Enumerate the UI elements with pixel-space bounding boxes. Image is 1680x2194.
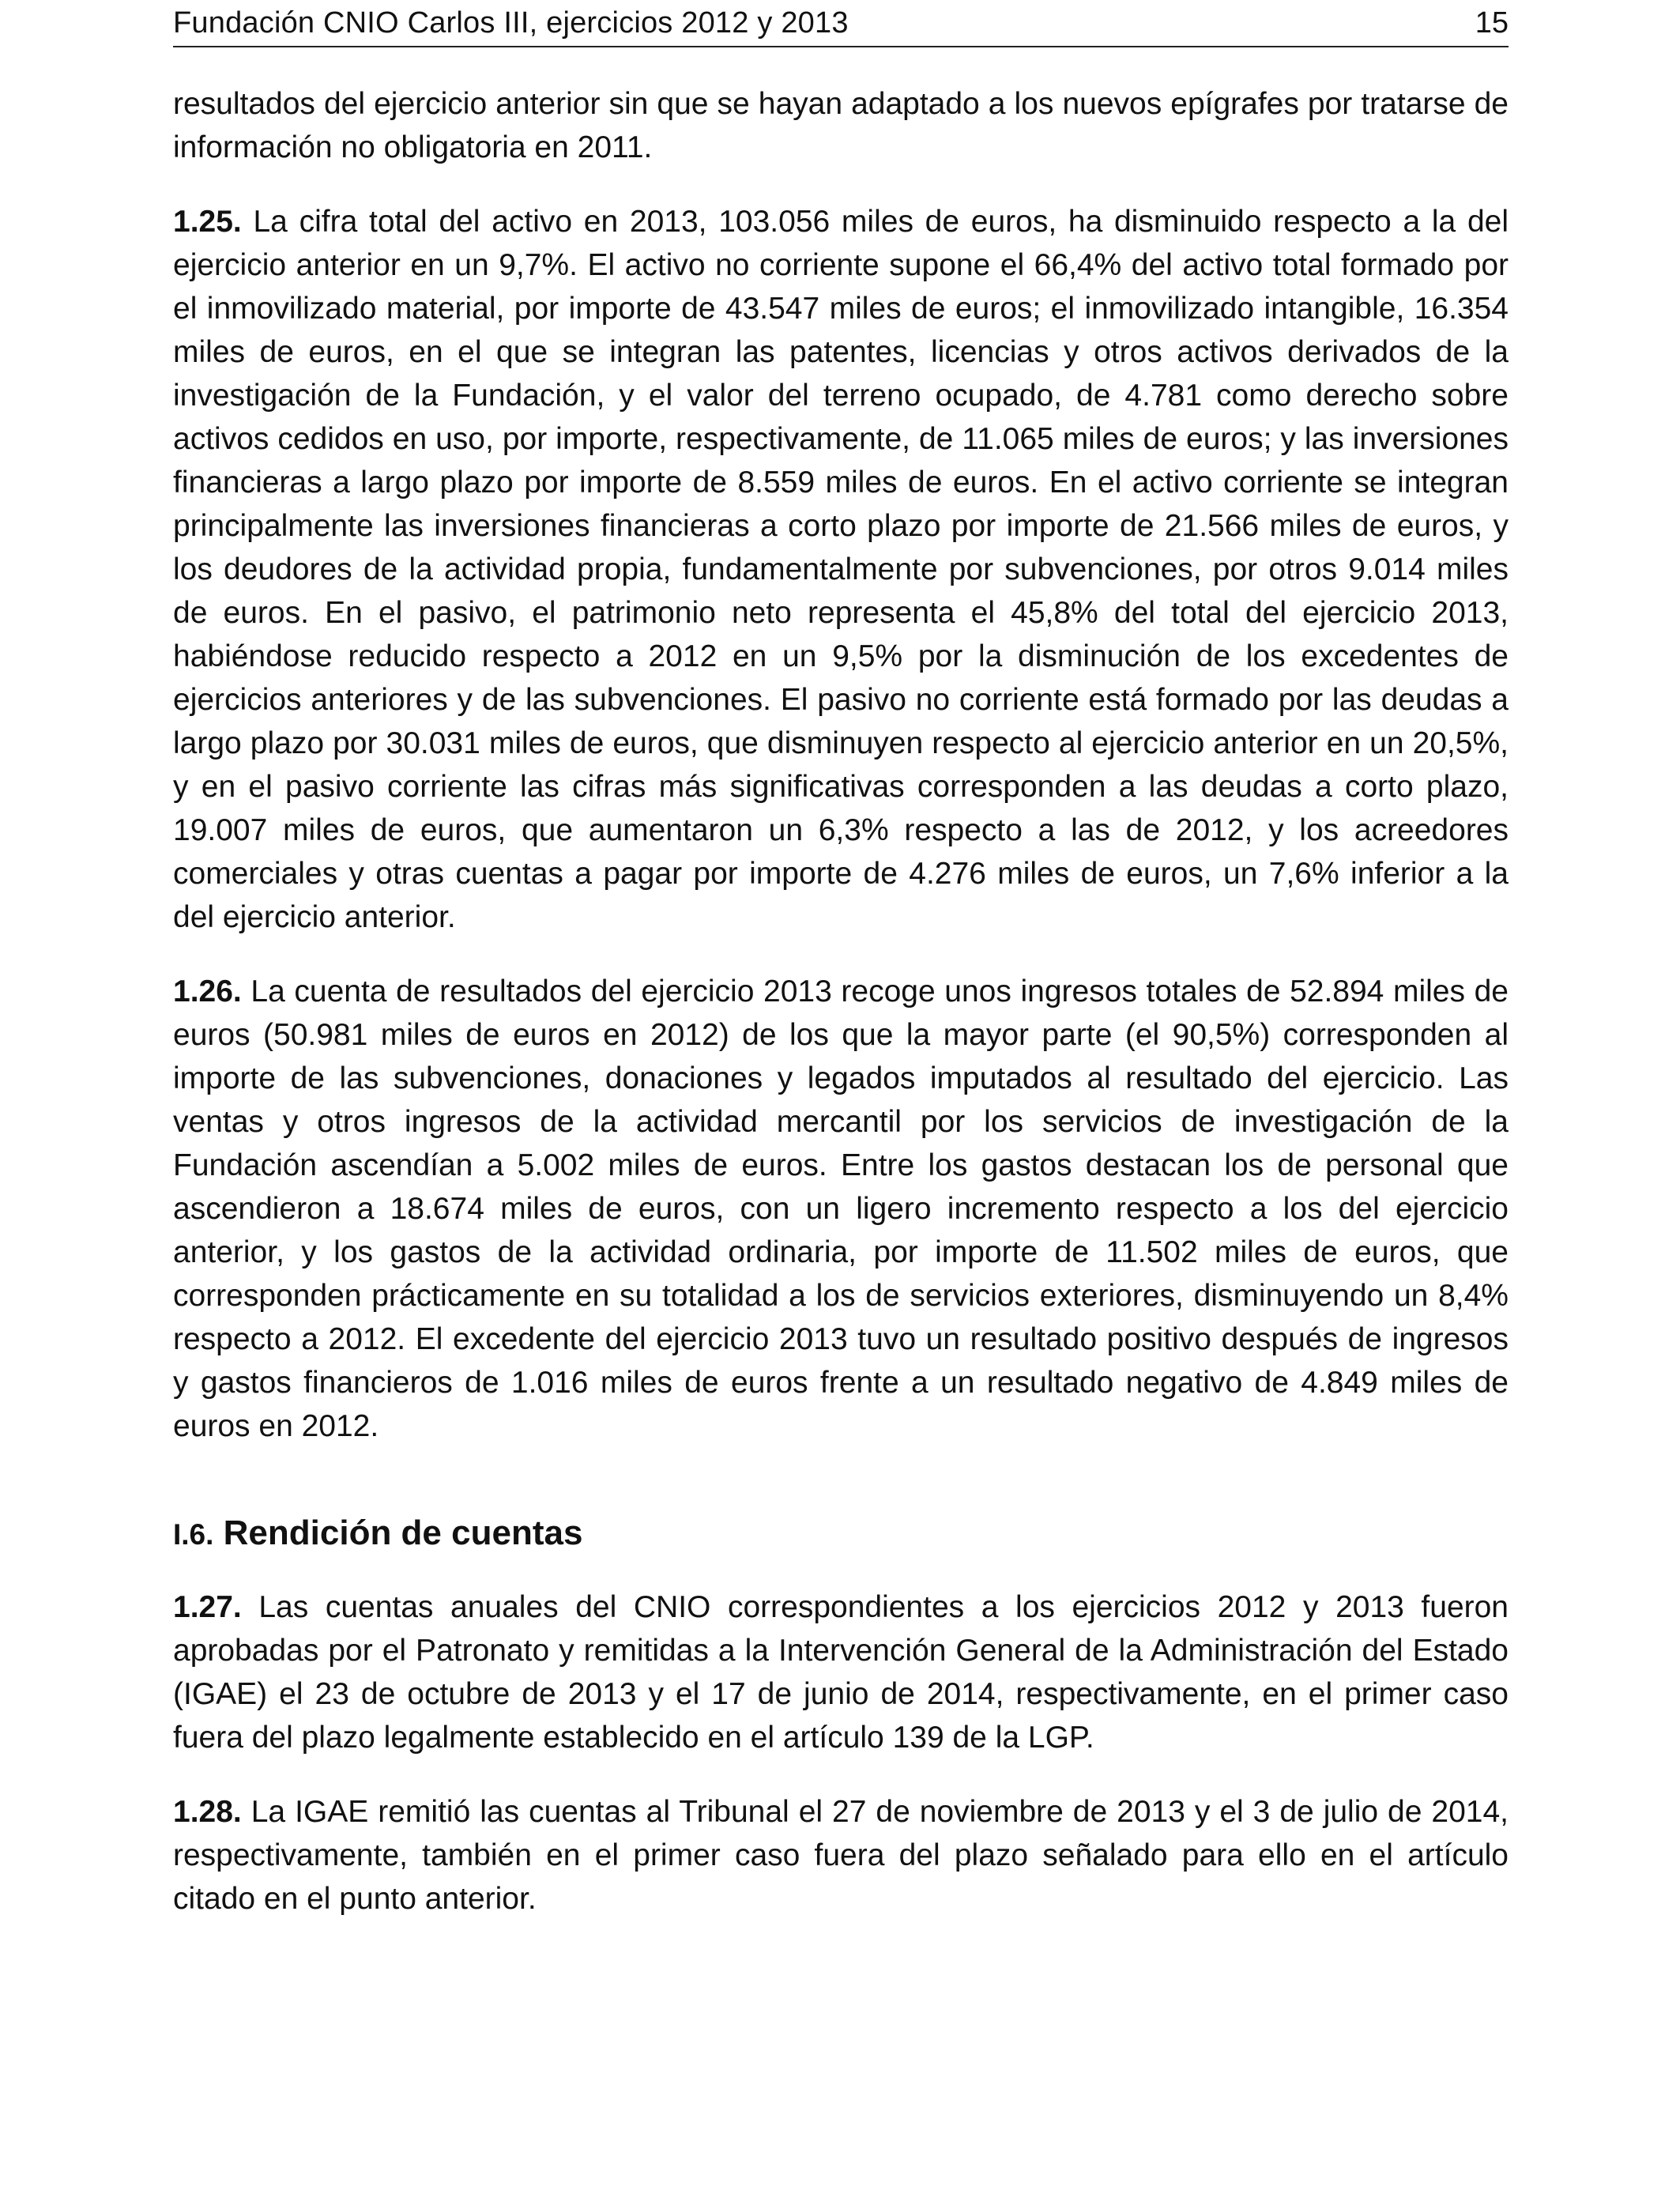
running-header (173, 3, 1509, 47)
page-number: 15 (1475, 6, 1509, 40)
paragraph-text: resultados del ejercicio anterior sin que se hayan adaptado a los nuevos epígrafes por tratarse de información no obligatoria en 2011. (173, 87, 1509, 164)
paragraph-number: 1.26. (173, 974, 242, 1008)
paragraph-1-27 (173, 1585, 1509, 1759)
header-title: Fundación CNIO Carlos III, ejercicios 2012 y 2013 (173, 6, 849, 40)
paragraph-text: La cuenta de resultados del ejercicio 2013 recoge unos ingresos totales de 52.894 miles de euros (50.981 miles de euros en 2012) de los que la mayor parte (el 90,5%) corresponden al importe de las subvenciones, donaciones y legados imputados al resultado del ejercicio. Las ventas y otros ingresos de la actividad mercantil por los servicios de investigación de la Fundación ascendían a 5.002 miles de euros. Entre los gastos destacan los de personal que ascendieron a 18.674 miles de euros, con un ligero incremento respecto a los del ejercicio anterior, y los gastos de la actividad ordinaria, por importe de 11.502 miles de euros, que corresponden prácticamente en su totalidad a los de servicios exteriores, disminuyendo un 8,4% respecto a 2012. El excedente del ejercicio 2013 tuvo un resultado positivo después de ingresos y gastos financieros de 1.016 miles de euros frente a un resultado negativo de 4.849 miles de euros en 2012. (173, 974, 1509, 1443)
section-heading (173, 1510, 1509, 1559)
paragraph-1-26 (173, 970, 1509, 1448)
paragraph-1-25 (173, 200, 1509, 939)
paragraph-number: 1.27. (173, 1590, 242, 1624)
document-page (173, 0, 1509, 1921)
paragraph-text: Las cuentas anuales del CNIO correspondientes a los ejercicios 2012 y 2013 fueron aprobadas por el Patronato y remitidas a la Intervención General de la Administración del Estado (IGAE) el 23 de octubre de 2013 y el 17 de junio de 2014, respectivamente, en el primer caso fuera del plazo legalmente establecido en el artículo 139 de la LGP. (173, 1590, 1509, 1755)
paragraph-text: La IGAE remitió las cuentas al Tribunal el 27 de noviembre de 2013 y el 3 de julio de 2014, respectivamente, también en el primer caso fuera del plazo señalado para ello en el artículo citado en el punto anterior. (173, 1795, 1509, 1916)
section-number: I.6. (173, 1518, 214, 1551)
paragraph-continuation (173, 82, 1509, 169)
section-title: Rendición de cuentas (223, 1514, 583, 1552)
paragraph-text: La cifra total del activo en 2013, 103.056 miles de euros, ha disminuido respecto a la del ejercicio anterior en un 9,7%. El activo no corriente supone el 66,4% del activo total formado por el inmovilizado material, por importe de 43.547 miles de euros; el inmovilizado intangible, 16.354 miles de euros, en el que se integran las patentes, licencias y otros activos derivados de la investigación de la Fundación, y el valor del terreno ocupado, de 4.781 como derecho sobre activos cedidos en uso, por importe, respectivamente, de 11.065 miles de euros; y las inversiones financieras a largo plazo por importe de 8.559 miles de euros. En el activo corriente se integran principalmente las inversiones financieras a corto plazo por importe de 21.566 miles de euros, y los deudores de la actividad propia, fundamentalmente por subvenciones, por otros 9.014 miles de euros. En el pasivo, el patrimonio neto representa el 45,8% del total del ejercicio 2013, habiéndose reducido respecto a 2012 en un 9,5% por la disminución de los excedentes de ejercicios anteriores y de las subvenciones. El pasivo no corriente está formado por las deudas a largo plazo por 30.031 miles de euros, que disminuyen respecto al ejercicio anterior en un 20,5%, y en el pasivo corriente las cifras más significativas corresponden a las deudas a corto plazo, 19.007 miles de euros, que aumentaron un 6,3% respecto a las de 2012, y los acreedores comerciales y otras cuentas a pagar por importe de 4.276 miles de euros, un 7,6% inferior a la del ejercicio anterior. (173, 205, 1509, 934)
paragraph-1-28 (173, 1790, 1509, 1921)
paragraph-number: 1.25. (173, 205, 242, 239)
paragraph-number: 1.28. (173, 1795, 242, 1829)
